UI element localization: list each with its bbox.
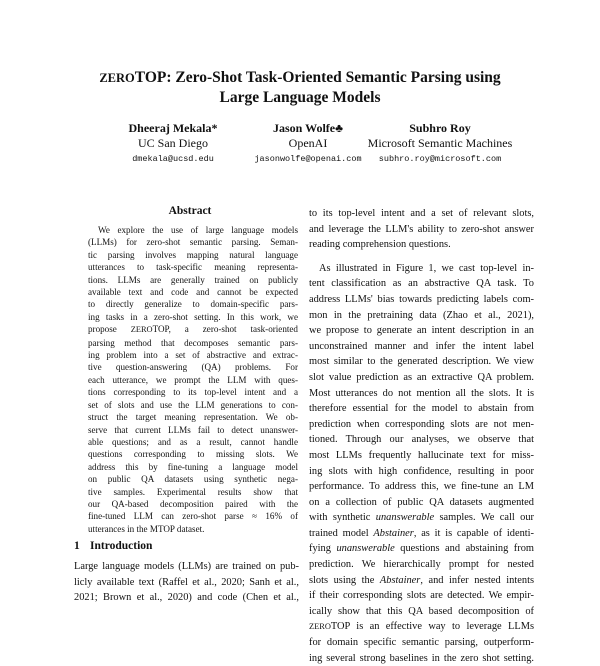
text-line: utterances to task-specific meaning representa- xyxy=(88,262,298,273)
text-line: prediction when corresponding slots are not men- xyxy=(309,418,534,430)
text-line: ing several strong baselines in the zero shot setting. xyxy=(309,652,534,664)
text-line: our QA-based decomposition paired with the xyxy=(88,498,298,509)
author-email: subhro.roy@microsoft.com xyxy=(378,154,502,164)
text-line: each utterance, we prompt the LLM with ques- xyxy=(88,374,298,385)
paper-title xyxy=(60,68,540,107)
text-line: we propose to generate an intent description in an xyxy=(309,325,534,337)
abstract-heading: Abstract xyxy=(168,205,212,217)
author-email: jasonwolfe@openai.com xyxy=(254,154,362,164)
author-name: Dheeraj Mekala* xyxy=(128,121,218,135)
text-line: struct the target meaning representation. We ob- xyxy=(88,412,298,423)
text-line: most LLMs frequently hallucinate text for miss- xyxy=(309,449,534,461)
text-line: with synthetic unanswerable samples. We call our xyxy=(309,512,534,524)
author-affiliation: Microsoft Semantic Machines xyxy=(367,136,513,150)
author-3 xyxy=(340,121,540,166)
text-line: slots using the Abstainer, and infer nested intents xyxy=(309,574,534,586)
text-line: ing tasks in a zero-shot setting. In this work, we xyxy=(88,311,298,322)
introduction-body xyxy=(74,559,299,606)
text-line: (LLMs) for zero-shot semantic parsing. Seman- xyxy=(88,237,298,248)
text-line: reading comprehension questions. xyxy=(309,239,451,251)
author-email: dmekala@ucsd.edu xyxy=(132,154,214,164)
text-line: serve that current LLMs fail to detect unanswer- xyxy=(88,424,298,435)
right-paragraph-2 xyxy=(309,261,534,666)
author-block xyxy=(0,121,600,171)
text-line: for domain specific semantic parsing, outperform- xyxy=(309,637,534,649)
text-line: tions corresponding to its top-level intent and a xyxy=(88,387,298,398)
text-line: on public QA datasets using synthetic nega- xyxy=(88,474,298,485)
text-line: therefore essential for the model to abstain from xyxy=(309,403,534,415)
text-line: trained model Abstainer, as it is capable of identi- xyxy=(309,527,534,539)
text-line: performance. To address this, we fine-tune an LM xyxy=(309,481,534,493)
text-line: unconstrained manner and infer the intent label xyxy=(309,340,534,352)
text-line: able questions; and as a result, cannot handle xyxy=(88,436,298,447)
text-line: ZEROTOP is an effective way to leverage LLMs xyxy=(309,621,534,633)
title-smallcaps-prefix: ZERO xyxy=(99,71,135,85)
text-line: tent classification as an abstractive QA task. To xyxy=(309,278,534,290)
section-heading-introduction xyxy=(74,540,152,552)
section-title: Introduction xyxy=(90,540,153,552)
right-paragraph-1 xyxy=(309,206,534,253)
text-line: As illustrated in Figure 1, we cast top-level in- xyxy=(319,262,534,274)
section-number: 1 xyxy=(74,540,80,552)
text-line: prediction. We hierarchically prompt for nested xyxy=(309,559,534,571)
text-line: slot value prediction as an extractive QA problem. xyxy=(309,371,534,383)
text-line: address LLMs' bias towards predicting labels com- xyxy=(309,293,534,305)
text-line: to directly generalize to domain-specific pars- xyxy=(88,299,298,310)
text-line: address this by fine-tuning a language model xyxy=(88,461,298,472)
text-line: tive samples. Experimental results show that xyxy=(88,486,298,497)
text-line: on a collection of public QA datasets augmented xyxy=(309,496,534,508)
text-line: mon in the pretraining data (Zhao et al., 2021), xyxy=(309,309,534,321)
text-line: propose ZEROTOP, a zero-shot task-oriented xyxy=(88,324,298,335)
author-name: Jason Wolfe♣ xyxy=(273,121,343,135)
text-line: 2021; Brown et al., 2020) and code (Chen et al., xyxy=(74,592,299,604)
author-affiliation: UC San Diego xyxy=(138,136,208,150)
author-name: Subhro Roy xyxy=(409,121,471,135)
text-line: Large language models (LLMs) are trained on pub- xyxy=(74,561,299,572)
author-affiliation: OpenAI xyxy=(288,136,328,150)
title-line-1-text: TOP: Zero-Shot Task-Oriented Semantic Parsing using xyxy=(134,69,501,86)
right-column xyxy=(309,206,534,666)
text-line: if their corresponding slots are detected. We empir- xyxy=(309,590,534,602)
text-line: utterances in the MTOP dataset. xyxy=(88,523,205,534)
text-line: tive question-answering (QA) problems. For xyxy=(88,362,298,373)
text-line: ing slots with high confidence, resulting in poor xyxy=(309,465,534,477)
text-line: tioned. Through our analyses, we observe that xyxy=(309,434,534,446)
text-line: Most utterances do not mention all the slots. It is xyxy=(309,387,534,399)
text-line: available text and code and cannot be expected xyxy=(88,287,298,298)
abstract-body xyxy=(88,224,298,535)
text-line: to its top-level intent and a set of relevant slots, xyxy=(309,208,534,219)
text-line: licly available text (Raffel et al., 2020; Sanh et al., xyxy=(74,576,299,588)
text-line: fine-tuned LLM can zero-shot parse ≈ 16% of xyxy=(88,511,298,522)
title-line-1 xyxy=(60,68,540,88)
text-line: fying unanswerable questions and abstaining from xyxy=(309,543,534,555)
text-line: questions corresponding to missing slots. We xyxy=(88,449,298,460)
text-line: ically show that this QA based decomposition of xyxy=(309,605,534,617)
text-line: parsing method that decomposes semantic pars- xyxy=(88,337,298,348)
text-line: tic parsing involves mapping natural language xyxy=(88,249,298,260)
text-line: most similar to the generated description. We view xyxy=(309,356,534,368)
text-line: We explore the use of large language models xyxy=(98,225,298,235)
text-line: set of slots and use the LLM generations to con- xyxy=(88,399,298,410)
text-line: ing problem into a set of abstractive and extrac- xyxy=(88,350,298,361)
text-line: tions. LLMs are generally trained on publicly xyxy=(88,274,298,285)
text-line: and leverage the LLM's ability to zero-shot answer xyxy=(309,223,534,235)
title-line-2: Large Language Models xyxy=(219,89,381,106)
